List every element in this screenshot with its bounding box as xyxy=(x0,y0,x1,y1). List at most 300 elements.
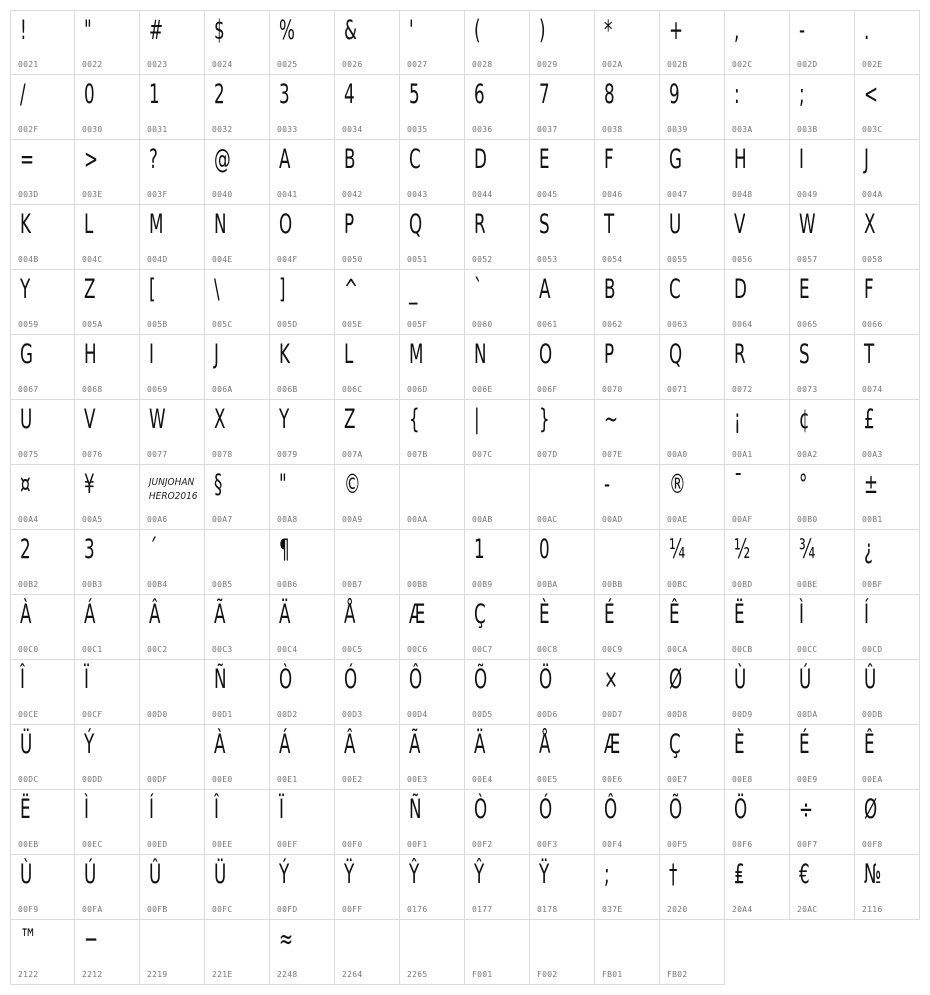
glyph-cell xyxy=(140,855,205,920)
glyph-cell xyxy=(855,75,920,140)
glyph-grid xyxy=(10,10,920,985)
glyph-cell xyxy=(465,465,530,530)
glyph-code: 00FB xyxy=(147,905,168,914)
glyph-char: ¥ xyxy=(84,469,95,500)
glyph-cell xyxy=(855,855,920,920)
glyph-char: 1 xyxy=(149,79,160,110)
glyph-cell xyxy=(790,400,855,465)
glyph-code: 00FA xyxy=(82,905,103,914)
glyph-char: † xyxy=(669,859,678,890)
glyph-cell xyxy=(660,335,725,400)
glyph-code: 0043 xyxy=(407,190,428,199)
glyph-cell xyxy=(465,595,530,660)
glyph-cell xyxy=(725,10,790,75)
glyph-char: A xyxy=(279,144,291,175)
glyph-cell xyxy=(140,335,205,400)
glyph-code: 20AC xyxy=(797,905,818,914)
glyph-char: - xyxy=(799,15,806,46)
glyph-char: ' xyxy=(409,15,414,46)
glyph-cell xyxy=(725,205,790,270)
glyph-code: 00E8 xyxy=(732,775,753,784)
glyph-cell xyxy=(270,725,335,790)
glyph-cell xyxy=(790,530,855,595)
glyph-cell xyxy=(10,140,75,205)
glyph-cell xyxy=(140,465,205,530)
glyph-code: 00A0 xyxy=(667,450,688,459)
glyph-cell xyxy=(660,400,725,465)
glyph-char: U xyxy=(20,404,33,435)
glyph-cell xyxy=(530,335,595,400)
glyph-char: Î xyxy=(214,794,219,825)
glyph-cell xyxy=(10,400,75,465)
glyph-cell xyxy=(530,270,595,335)
glyph-char: ? xyxy=(149,144,158,175)
glyph-code: 00E7 xyxy=(667,775,688,784)
glyph-char: Á xyxy=(84,599,96,630)
glyph-char: A xyxy=(539,274,551,305)
glyph-cell xyxy=(660,205,725,270)
glyph-cell xyxy=(595,725,660,790)
glyph-char: 3 xyxy=(84,534,95,565)
glyph-char: | xyxy=(474,404,480,435)
glyph-char: P xyxy=(604,339,615,370)
glyph-cell xyxy=(530,595,595,660)
glyph-code: 00A6 xyxy=(147,515,168,524)
glyph-char: - xyxy=(604,469,611,500)
glyph-char: I xyxy=(149,339,154,370)
glyph-char: R xyxy=(474,209,486,240)
glyph-code: 0021 xyxy=(18,60,39,69)
glyph-cell xyxy=(725,790,790,855)
glyph-char: Ë xyxy=(20,794,31,825)
glyph-char: F xyxy=(864,274,874,305)
glyph-cell xyxy=(270,465,335,530)
glyph-char: W xyxy=(149,404,166,435)
glyph-code: 0033 xyxy=(277,125,298,134)
glyph-char: ` xyxy=(474,274,483,305)
glyph-cell xyxy=(660,10,725,75)
glyph-char: Î xyxy=(20,664,25,695)
glyph-cell xyxy=(595,140,660,205)
glyph-code: 00C8 xyxy=(537,645,558,654)
glyph-cell xyxy=(530,400,595,465)
glyph-cell xyxy=(270,400,335,465)
glyph-cell xyxy=(270,270,335,335)
glyph-cell xyxy=(790,335,855,400)
glyph-code: 004D xyxy=(147,255,168,264)
glyph-char: ₤ xyxy=(734,859,745,890)
glyph-cell xyxy=(270,855,335,920)
glyph-cell xyxy=(660,140,725,205)
glyph-code: 002A xyxy=(602,60,623,69)
glyph-code: 00BB xyxy=(602,580,623,589)
glyph-char: > xyxy=(84,144,99,175)
glyph-cell xyxy=(75,920,140,985)
glyph-cell xyxy=(595,75,660,140)
signature-logo xyxy=(148,473,198,503)
glyph-char: ™ xyxy=(20,924,37,955)
glyph-cell xyxy=(855,400,920,465)
glyph-char: ; xyxy=(604,859,610,890)
glyph-code: F002 xyxy=(537,970,558,979)
glyph-code: 0051 xyxy=(407,255,428,264)
glyph-char: . xyxy=(864,15,870,46)
glyph-char: ± xyxy=(864,469,879,500)
glyph-cell xyxy=(660,270,725,335)
glyph-cell xyxy=(75,10,140,75)
glyph-cell xyxy=(335,595,400,660)
glyph-code: 00E4 xyxy=(472,775,493,784)
glyph-cell xyxy=(530,660,595,725)
glyph-cell xyxy=(400,75,465,140)
glyph-cell xyxy=(205,660,270,725)
glyph-char: E xyxy=(799,274,810,305)
glyph-char: Ã xyxy=(409,729,421,760)
glyph-code: 0176 xyxy=(407,905,428,914)
glyph-char: Ç xyxy=(474,599,486,630)
glyph-char: Ø xyxy=(864,794,878,825)
glyph-char: 2 xyxy=(214,79,225,110)
glyph-code: 00FD xyxy=(277,905,298,914)
glyph-char: , xyxy=(734,15,740,46)
glyph-code: 00D8 xyxy=(667,710,688,719)
glyph-char: 6 xyxy=(474,79,485,110)
glyph-cell xyxy=(335,790,400,855)
glyph-code: 2212 xyxy=(82,970,103,979)
glyph-cell xyxy=(595,10,660,75)
glyph-code: 0035 xyxy=(407,125,428,134)
glyph-code: 00A4 xyxy=(18,515,39,524)
glyph-char: " xyxy=(279,469,287,500)
glyph-cell xyxy=(855,10,920,75)
glyph-code: 007B xyxy=(407,450,428,459)
glyph-cell xyxy=(205,400,270,465)
glyph-cell xyxy=(855,270,920,335)
glyph-cell xyxy=(400,595,465,660)
glyph-cell xyxy=(270,140,335,205)
glyph-code: 002F xyxy=(18,125,39,134)
glyph-char: Ò xyxy=(474,794,488,825)
glyph-cell xyxy=(595,855,660,920)
glyph-cell xyxy=(465,855,530,920)
glyph-cell xyxy=(530,725,595,790)
glyph-char: Ÿ xyxy=(539,859,550,890)
glyph-code: 002C xyxy=(732,60,753,69)
glyph-cell xyxy=(725,855,790,920)
glyph-char: F xyxy=(604,144,614,175)
glyph-char: Æ xyxy=(409,599,426,630)
glyph-char: Q xyxy=(669,339,683,370)
glyph-cell xyxy=(400,140,465,205)
glyph-cell xyxy=(595,530,660,595)
glyph-cell xyxy=(140,270,205,335)
glyph-char: Í xyxy=(149,794,154,825)
glyph-char: } xyxy=(539,404,550,435)
glyph-cell xyxy=(10,10,75,75)
glyph-char: ≈ xyxy=(279,924,294,955)
glyph-cell xyxy=(10,855,75,920)
glyph-cell xyxy=(270,530,335,595)
glyph-cell xyxy=(335,660,400,725)
glyph-char: \ xyxy=(214,274,220,305)
glyph-code: 00E5 xyxy=(537,775,558,784)
glyph-code: 0029 xyxy=(537,60,558,69)
glyph-char: * xyxy=(604,15,613,46)
glyph-code: 003A xyxy=(732,125,753,134)
glyph-cell xyxy=(10,205,75,270)
glyph-char: : xyxy=(734,79,740,110)
glyph-char: Å xyxy=(344,599,356,630)
glyph-cell xyxy=(595,335,660,400)
glyph-char: Ô xyxy=(604,794,618,825)
glyph-code: 00FF xyxy=(342,905,363,914)
glyph-char: " xyxy=(84,15,92,46)
glyph-cell xyxy=(660,75,725,140)
glyph-cell xyxy=(595,205,660,270)
glyph-code: 0066 xyxy=(862,320,883,329)
glyph-code: 00C2 xyxy=(147,645,168,654)
glyph-cell xyxy=(270,790,335,855)
glyph-code: 0031 xyxy=(147,125,168,134)
glyph-char: X xyxy=(864,209,876,240)
glyph-char: Ì xyxy=(84,794,89,825)
glyph-code: 0068 xyxy=(82,385,103,394)
glyph-cell xyxy=(270,205,335,270)
glyph-char: ¯ xyxy=(734,469,743,500)
glyph-code: 005E xyxy=(342,320,363,329)
glyph-cell xyxy=(855,595,920,660)
glyph-code: 00EE xyxy=(212,840,233,849)
glyph-code: 0044 xyxy=(472,190,493,199)
glyph-code: 00D2 xyxy=(277,710,298,719)
glyph-code: 002B xyxy=(667,60,688,69)
glyph-char: Â xyxy=(344,729,356,760)
glyph-char: Ù xyxy=(20,859,33,890)
glyph-char: T xyxy=(864,339,875,370)
glyph-cell xyxy=(855,205,920,270)
glyph-char: ( xyxy=(474,15,481,46)
glyph-char: _ xyxy=(409,274,418,305)
glyph-cell xyxy=(790,660,855,725)
glyph-char: Ç xyxy=(669,729,681,760)
glyph-char: Ú xyxy=(799,664,812,695)
glyph-char: J xyxy=(214,339,219,370)
glyph-cell xyxy=(335,465,400,530)
glyph-code: 0023 xyxy=(147,60,168,69)
glyph-char: S xyxy=(539,209,550,240)
glyph-cell xyxy=(75,75,140,140)
glyph-char: Û xyxy=(149,859,162,890)
glyph-code: 00DF xyxy=(147,775,168,784)
glyph-code: 003D xyxy=(18,190,39,199)
glyph-code: 00B6 xyxy=(277,580,298,589)
glyph-code: 00F2 xyxy=(472,840,493,849)
glyph-cell xyxy=(530,205,595,270)
glyph-char: < xyxy=(864,79,879,110)
glyph-code: 00F6 xyxy=(732,840,753,849)
glyph-cell xyxy=(335,270,400,335)
glyph-code: 00AB xyxy=(472,515,493,524)
glyph-code: 00A9 xyxy=(342,515,363,524)
glyph-cell xyxy=(335,140,400,205)
glyph-char: © xyxy=(344,469,361,500)
glyph-code: 0061 xyxy=(537,320,558,329)
glyph-cell xyxy=(595,400,660,465)
glyph-cell xyxy=(855,790,920,855)
glyph-code: 0072 xyxy=(732,385,753,394)
glyph-cell xyxy=(140,205,205,270)
glyph-code: 006F xyxy=(537,385,558,394)
glyph-char: Q xyxy=(409,209,423,240)
glyph-char: 4 xyxy=(344,79,355,110)
glyph-char: M xyxy=(409,339,424,370)
glyph-code: 00EF xyxy=(277,840,298,849)
glyph-code: 00B2 xyxy=(18,580,39,589)
glyph-char: C xyxy=(669,274,681,305)
glyph-char: P xyxy=(344,209,355,240)
glyph-code: 00BE xyxy=(797,580,818,589)
glyph-code: 00AA xyxy=(407,515,428,524)
glyph-code: 0024 xyxy=(212,60,233,69)
glyph-code: 00D4 xyxy=(407,710,428,719)
glyph-char: § xyxy=(214,469,223,500)
glyph-char: ^ xyxy=(344,274,359,305)
glyph-code: 00EA xyxy=(862,775,883,784)
glyph-code: 007D xyxy=(537,450,558,459)
glyph-char: 8 xyxy=(604,79,615,110)
glyph-cell xyxy=(140,400,205,465)
glyph-cell xyxy=(465,400,530,465)
glyph-cell xyxy=(335,400,400,465)
glyph-char: 7 xyxy=(539,79,550,110)
glyph-cell xyxy=(855,725,920,790)
glyph-code: 0063 xyxy=(667,320,688,329)
glyph-code: 00F4 xyxy=(602,840,623,849)
glyph-char: Ý xyxy=(84,729,95,760)
glyph-cell xyxy=(725,660,790,725)
glyph-cell xyxy=(205,335,270,400)
glyph-code: 00A3 xyxy=(862,450,883,459)
glyph-cell xyxy=(660,595,725,660)
glyph-code: 0064 xyxy=(732,320,753,329)
glyph-cell xyxy=(595,595,660,660)
glyph-cell xyxy=(205,855,270,920)
glyph-code: 0034 xyxy=(342,125,363,134)
glyph-code: 2116 xyxy=(862,905,883,914)
glyph-code: 006C xyxy=(342,385,363,394)
glyph-cell xyxy=(465,660,530,725)
glyph-char: C xyxy=(409,144,421,175)
glyph-cell xyxy=(335,205,400,270)
glyph-cell xyxy=(140,920,205,985)
glyph-cell xyxy=(10,530,75,595)
glyph-char: T xyxy=(604,209,615,240)
glyph-code: 0079 xyxy=(277,450,298,459)
glyph-char: Ä xyxy=(474,729,486,760)
glyph-char: − xyxy=(84,924,99,955)
glyph-char: ] xyxy=(279,274,286,305)
glyph-cell xyxy=(140,10,205,75)
glyph-cell xyxy=(205,75,270,140)
glyph-code: 006D xyxy=(407,385,428,394)
glyph-char: S xyxy=(799,339,810,370)
glyph-code: 005F xyxy=(407,320,428,329)
glyph-code: 00CA xyxy=(667,645,688,654)
glyph-cell xyxy=(10,660,75,725)
glyph-char: ¢ xyxy=(799,404,810,435)
glyph-code: 00F3 xyxy=(537,840,558,849)
glyph-code: 0039 xyxy=(667,125,688,134)
glyph-code: 0077 xyxy=(147,450,168,459)
glyph-code: 0056 xyxy=(732,255,753,264)
glyph-char: { xyxy=(409,404,420,435)
glyph-cell xyxy=(140,660,205,725)
glyph-code: 00ED xyxy=(147,840,168,849)
glyph-cell xyxy=(725,595,790,660)
glyph-char: ~ xyxy=(604,404,619,435)
glyph-code: 00F5 xyxy=(667,840,688,849)
glyph-char: 0 xyxy=(539,534,550,565)
glyph-code: 0073 xyxy=(797,385,818,394)
glyph-cell xyxy=(335,920,400,985)
glyph-cell xyxy=(530,75,595,140)
glyph-cell xyxy=(855,530,920,595)
glyph-cell xyxy=(10,790,75,855)
glyph-cell xyxy=(725,400,790,465)
glyph-char: Ñ xyxy=(214,664,227,695)
glyph-code: 0055 xyxy=(667,255,688,264)
glyph-code: FB02 xyxy=(667,970,688,979)
glyph-cell xyxy=(270,10,335,75)
glyph-char: @ xyxy=(214,144,231,175)
glyph-code: 0045 xyxy=(537,190,558,199)
glyph-cell xyxy=(400,530,465,595)
glyph-code: 003F xyxy=(147,190,168,199)
glyph-code: 00EB xyxy=(18,840,39,849)
glyph-code: 00D1 xyxy=(212,710,233,719)
glyph-cell xyxy=(205,140,270,205)
glyph-code: FB01 xyxy=(602,970,623,979)
glyph-code: 002E xyxy=(862,60,883,69)
glyph-code: 00F9 xyxy=(18,905,39,914)
svg-text:JUNJOHAN: JUNJOHAN xyxy=(148,476,195,489)
glyph-char: Ì xyxy=(799,599,804,630)
glyph-cell xyxy=(725,530,790,595)
glyph-cell xyxy=(75,660,140,725)
glyph-code: 0062 xyxy=(602,320,623,329)
glyph-cell xyxy=(725,335,790,400)
glyph-code: 00B9 xyxy=(472,580,493,589)
glyph-cell xyxy=(10,270,75,335)
glyph-code: 00C0 xyxy=(18,645,39,654)
glyph-code: 007E xyxy=(602,450,623,459)
glyph-char: × xyxy=(604,664,619,695)
glyph-cell xyxy=(790,270,855,335)
glyph-cell xyxy=(205,790,270,855)
glyph-code: 005C xyxy=(212,320,233,329)
glyph-cell xyxy=(790,595,855,660)
glyph-cell xyxy=(465,530,530,595)
glyph-cell xyxy=(530,465,595,530)
glyph-char: 9 xyxy=(669,79,680,110)
glyph-char: Ø xyxy=(669,664,683,695)
glyph-char: Ä xyxy=(279,599,291,630)
glyph-char: [ xyxy=(149,274,156,305)
glyph-cell xyxy=(270,595,335,660)
glyph-code: 003C xyxy=(862,125,883,134)
glyph-cell xyxy=(400,270,465,335)
glyph-cell xyxy=(140,140,205,205)
